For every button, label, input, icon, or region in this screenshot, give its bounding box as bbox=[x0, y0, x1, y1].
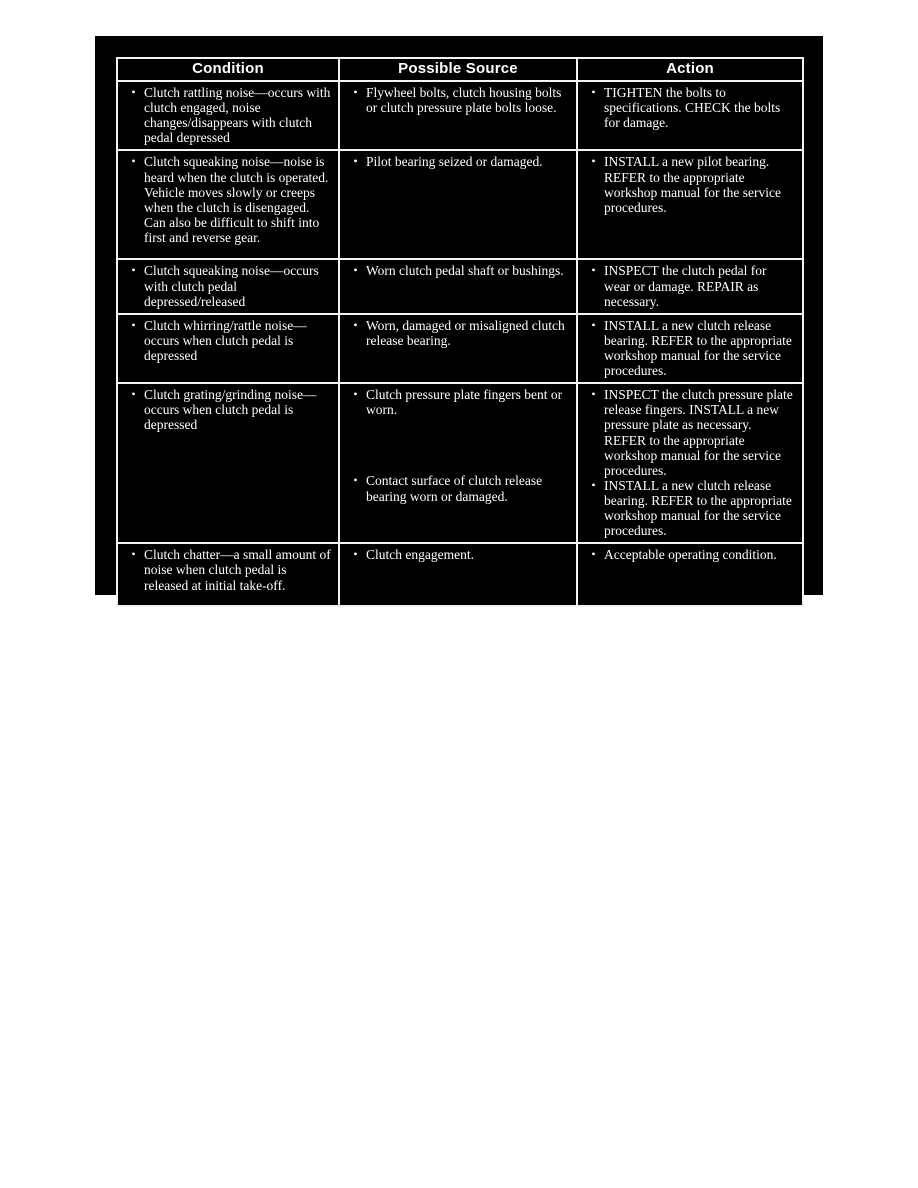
action-text: INSPECT the clutch pressure plate release fingers. INSTALL a new pressure plate as necessary. REFER to the appropriate workshop manual for the service procedures. bbox=[604, 387, 793, 478]
cell-action bbox=[577, 259, 803, 313]
cell-condition bbox=[117, 543, 339, 606]
cell-action bbox=[577, 543, 803, 606]
bullet-icon: • bbox=[353, 317, 358, 332]
table-header-row bbox=[117, 58, 803, 81]
bullet-icon: • bbox=[131, 547, 136, 562]
table-row bbox=[117, 150, 803, 259]
bullet-icon: • bbox=[131, 85, 136, 99]
bullet-icon: • bbox=[591, 477, 596, 492]
cell-condition bbox=[117, 314, 339, 383]
bullet-icon: • bbox=[591, 85, 596, 99]
bullet-icon: • bbox=[353, 263, 358, 278]
table-row bbox=[117, 314, 803, 383]
bullet-icon: • bbox=[591, 547, 596, 562]
bullet-icon: • bbox=[591, 263, 596, 278]
source-text: Contact surface of clutch release bearing worn or damaged. bbox=[366, 473, 543, 504]
action-text: Acceptable operating condition. bbox=[604, 547, 777, 563]
table-row bbox=[117, 543, 803, 606]
bullet-icon: • bbox=[591, 387, 596, 402]
bullet-icon: • bbox=[131, 154, 136, 169]
cell-action bbox=[577, 81, 803, 150]
source-text: Clutch engagement. bbox=[366, 547, 474, 563]
cell-action bbox=[577, 383, 803, 543]
action-text: TIGHTEN the bolts to specifications. CHECK the bolts for damage. bbox=[604, 85, 781, 131]
action-text: INSTALL a new pilot bearing. REFER to the appropriate workshop manual for the service procedures. bbox=[604, 154, 781, 215]
source-text: Clutch pressure plate fingers bent or worn. bbox=[366, 387, 563, 418]
cell-action bbox=[577, 314, 803, 383]
table-row bbox=[117, 383, 803, 543]
cell-source bbox=[339, 383, 577, 543]
table-row bbox=[117, 81, 803, 150]
condition-text: Clutch whirring/rattle noise—occurs when clutch pedal is depressed bbox=[144, 317, 307, 363]
source-text: Flywheel bolts, clutch housing bolts or clutch pressure plate bolts loose. bbox=[366, 85, 562, 116]
cell-condition bbox=[117, 383, 339, 543]
bullet-icon: • bbox=[131, 387, 136, 402]
bullet-icon: • bbox=[591, 154, 596, 169]
cell-condition bbox=[117, 81, 339, 150]
cell-source bbox=[339, 314, 577, 383]
source-text: Worn clutch pedal shaft or bushings. bbox=[366, 263, 564, 279]
bullet-icon: • bbox=[131, 263, 136, 278]
cell-action bbox=[577, 150, 803, 259]
action-text: INSTALL a new clutch release bearing. REFER to the appropriate workshop manual for the service procedures. bbox=[604, 477, 792, 539]
source-text: Worn, damaged or misaligned clutch release bearing. bbox=[366, 317, 565, 348]
cell-source bbox=[339, 150, 577, 259]
header-action: Action bbox=[577, 58, 803, 81]
bullet-icon: • bbox=[591, 317, 596, 332]
action-text: INSPECT the clutch pedal for wear or damage. REPAIR as necessary. bbox=[604, 263, 767, 309]
cell-condition bbox=[117, 259, 339, 313]
scanned-page-region bbox=[95, 36, 823, 595]
action-text: INSTALL a new clutch release bearing. REFER to the appropriate workshop manual for the service procedures. bbox=[604, 317, 792, 379]
header-condition: Condition bbox=[117, 58, 339, 81]
cell-source bbox=[339, 259, 577, 313]
bullet-icon: • bbox=[353, 85, 358, 99]
clutch-diagnostic-table bbox=[116, 57, 804, 607]
condition-text: Clutch rattling noise—occurs with clutch engaged, noise changes/disappears with clutch pedal depressed bbox=[144, 85, 331, 146]
table-row bbox=[117, 259, 803, 313]
condition-text: Clutch squeaking noise—occurs with clutch pedal depressed/released bbox=[144, 263, 319, 309]
condition-text: Clutch grating/grinding noise—occurs when clutch pedal is depressed bbox=[144, 387, 317, 433]
condition-text: Clutch chatter—a small amount of noise when clutch pedal is released at initial take-off. bbox=[144, 547, 331, 593]
cell-condition bbox=[117, 150, 339, 259]
cell-source bbox=[339, 543, 577, 606]
bullet-icon: • bbox=[353, 473, 358, 488]
cell-source bbox=[339, 81, 577, 150]
condition-text: Clutch squeaking noise—noise is heard when the clutch is operated. Vehicle moves slowly or creeps when the clutch is disengaged. Can also be difficult to shift into first and reverse gear. bbox=[144, 154, 329, 245]
bullet-icon: • bbox=[131, 317, 136, 332]
bullet-icon: • bbox=[353, 387, 358, 402]
bullet-icon: • bbox=[353, 547, 358, 562]
bullet-icon: • bbox=[353, 154, 358, 169]
header-possible-source: Possible Source bbox=[339, 58, 577, 81]
source-text: Pilot bearing seized or damaged. bbox=[366, 154, 543, 170]
